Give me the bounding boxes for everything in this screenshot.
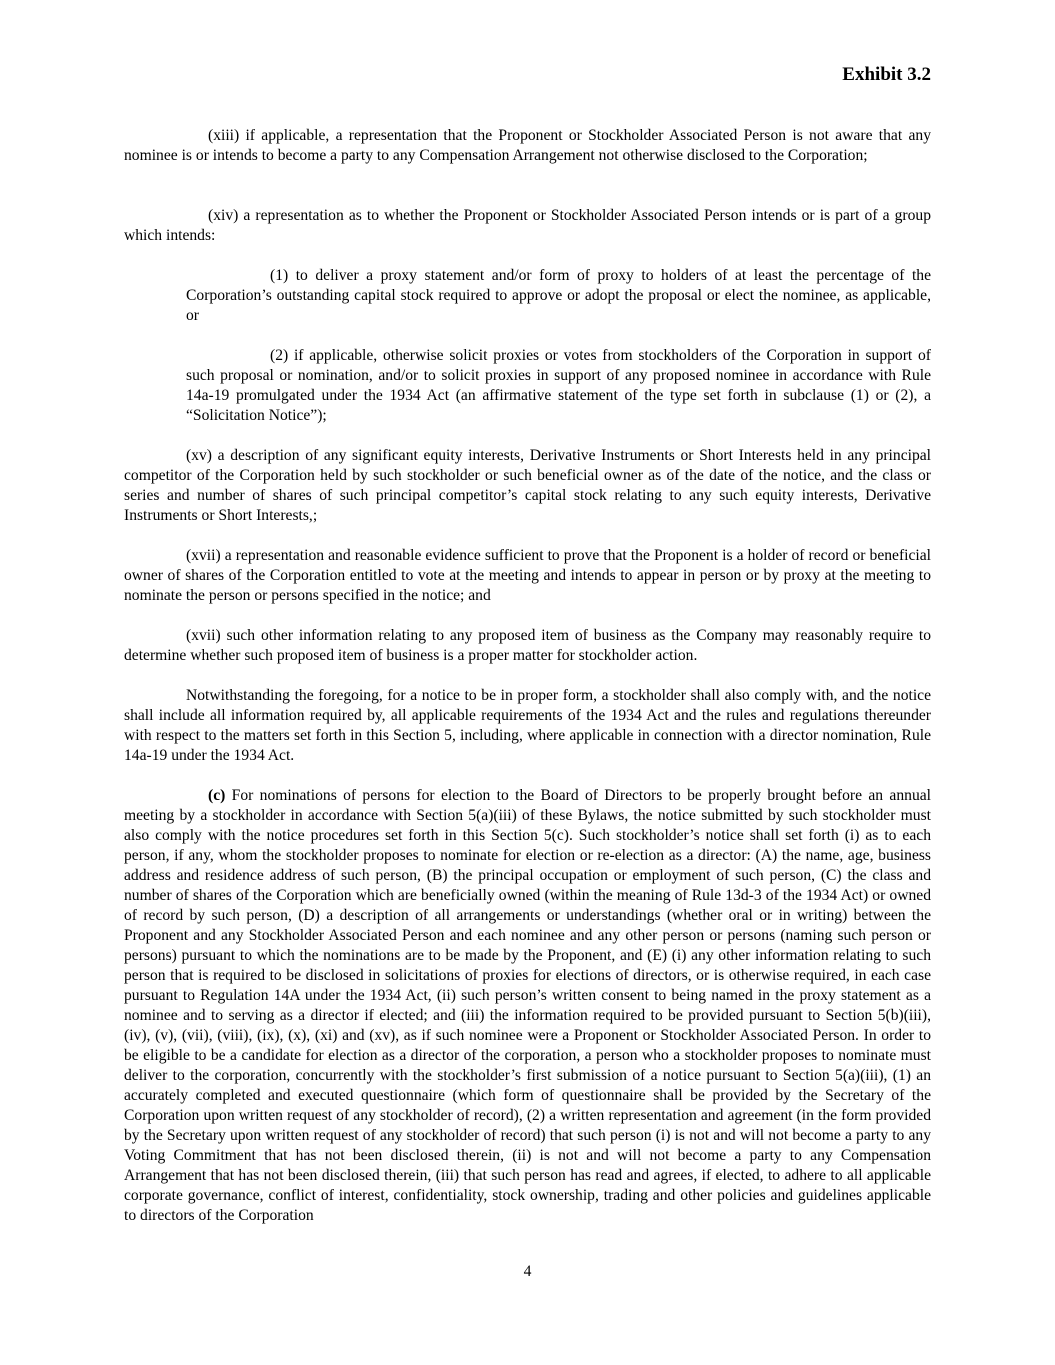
paragraph-xiii [124, 126, 931, 166]
paragraph-xv-text: (xv) a description of any significant equity interests, Derivative Instruments or Short Interests held in any principal competitor of the Corporation held by such stockholder or such beneficial owner as of the date of the notice, and the class or series and number of shares of such principal competitor’s capital stock relating to any such equity interests, Derivative Instruments or Short Interests,; [124, 447, 931, 524]
paragraph-xvii-representation [124, 546, 931, 606]
page-number: 4 [523, 1263, 532, 1280]
paragraph-c [124, 786, 931, 1226]
paragraph-xiv [124, 206, 931, 246]
subclause-2 [186, 346, 931, 426]
subclause-1 [186, 266, 931, 326]
paragraph-xvii-other-info-text: (xvii) such other information relating to any proposed item of business as the Company may reasonably require to determine whether such proposed item of business is a proper matter for stockholder action. [124, 627, 931, 664]
exhibit-label: Exhibit 3.2 [842, 64, 931, 85]
section-c-label: (c) [208, 787, 226, 804]
subclause-1-text: (1) to deliver a proxy statement and/or form of proxy to holders of at least the percentage of the Corporation’s outstanding capital stock required to approve or adopt the proposal or elect the nominee, as applicable, or [186, 267, 931, 324]
paragraph-xiv-text: (xiv) a representation as to whether the Proponent or Stockholder Associated Person intends or is part of a group which intends: [124, 207, 931, 244]
paragraph-notwithstanding [124, 686, 931, 766]
paragraph-notwithstanding-text: Notwithstanding the foregoing, for a notice to be in proper form, a stockholder shall also comply with, and the notice shall include all information required by, all applicable requirements of the 1934 Act and the rules and regulations thereunder with respect to the matters set forth in this Section 5, including, where applicable in connection with a director nomination, Rule 14a-19 under the 1934 Act. [124, 687, 931, 764]
paragraph-xiii-text: (xiii) if applicable, a representation that the Proponent or Stockholder Associated Person is not aware that any nominee is or intends to become a party to any Compensation Arrangement not otherwise disclosed to the Corporation; [124, 127, 931, 164]
subclause-2-text: (2) if applicable, otherwise solicit proxies or votes from stockholders of the Corporation in support of such proposal or nomination, and/or to solicit proxies in support of any proposed nominee in accordance with Rule 14a-19 promulgated under the 1934 Act (an affirmative statement of the type set forth in subclause (1) or (2), a “Solicitation Notice”); [186, 347, 931, 424]
paragraph-xvii-other-info [124, 626, 931, 666]
paragraph-xv [124, 446, 931, 526]
paragraph-c-text: For nominations of persons for election to the Board of Directors to be properly brought before an annual meeting by a stockholder in accordance with Section 5(a)(iii) of these Bylaws, the notice submitted by such stockholder must also comply with the notice procedures set forth in this Section 5(c). Such stockholder’s notice shall set forth (i) as to each person, if any, whom the stockholder proposes to nominate for election or re-election as a director: (A) the name, age, business address and residence address of such person, (B) the principal occupation or employment of such person, (C) the class and number of shares of the Corporation which are beneficially owned (within the meaning of Rule 13d-3 of the 1934 Act) or owned of record by such person, (D) a description of all arrangements or understandings (whether oral or in writing) between the Proponent and any Stockholder Associated Person and each nominee and any other person or persons (naming such person or persons) pursuant to which the nominations are to be made by the Proponent, and (E) (i) any other information relating to such person that is required to be disclosed in solicitations of proxies for elections of directors, or is otherwise required, in each case pursuant to Regulation 14A under the 1934 Act, (ii) such person’s written consent to being named in the proxy statement as a nominee and to serving as a director if elected; and (iii) the information required to be provided pursuant to Section 5(b)(iii), (iv), (v), (vii), (viii), (ix), (x), (xi) and (xv), as if such nominee were a Proponent or Stockholder Associated Person. In order to be eligible to be a candidate for election as a director of the corporation, a person who a stockholder proposes to nominate must deliver to the corporation, concurrently with the stockholder’s first submission of a notice pursuant to Section 5(a)(iii), (1) an accurately completed and executed questionnaire (which form of questionnaire shall be provided by the Secretary of the Corporation upon written request of any stockholder of record), (2) a written representation and agreement (in the form provided by the Secretary upon written request of any stockholder of record) that such person (i) is not and will not become a party to any Voting Commitment that has not been disclosed therein, (ii) is not and will not become a party to any Compensation Arrangement that has not been disclosed therein, (iii) that such person has read and agrees, if elected, to adhere to all applicable corporate governance, conflict of interest, confidentiality, stock ownership, trading and other policies and guidelines applicable to directors of the Corporation [124, 787, 931, 1224]
paragraph-xvii-representation-text: (xvii) a representation and reasonable evidence sufficient to prove that the Proponent is a holder of record or beneficial owner of shares of the Corporation entitled to vote at the meeting and intends to appear in person or by proxy at the meeting to nominate the person or persons specified in the notice; and [124, 547, 931, 604]
